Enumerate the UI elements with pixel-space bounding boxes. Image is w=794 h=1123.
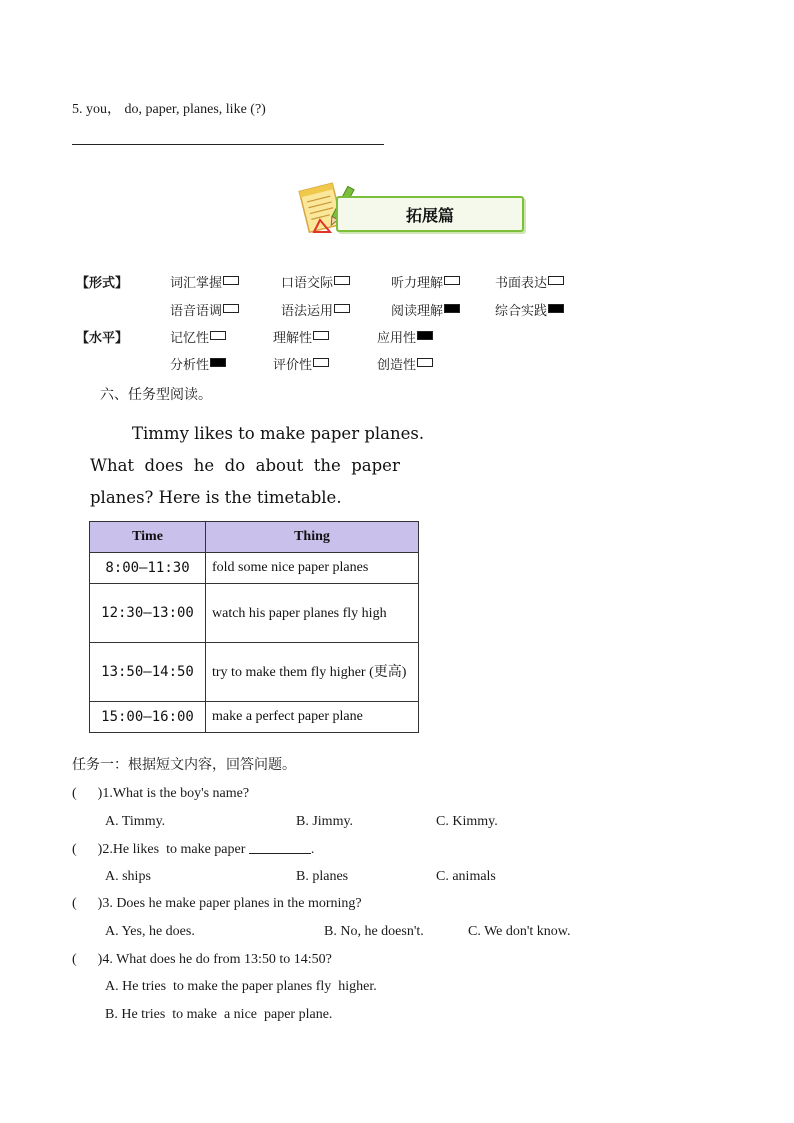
level-checkbox[interactable] — [313, 358, 329, 367]
level-option-evaluation: 评价性 — [273, 354, 329, 373]
level-checkbox[interactable] — [210, 331, 226, 340]
q3-option-b[interactable]: B. No, he doesn't. — [324, 924, 424, 939]
question-1: ( )1.What is the boy's name? — [72, 786, 250, 801]
q1-option-a[interactable]: A. Timmy. — [105, 814, 166, 829]
form-option-speaking: 口语交际 — [281, 272, 350, 291]
question-2-stem: ( )2.He likes to make paper — [72, 842, 246, 857]
thing-cell: make a perfect paper plane — [206, 702, 419, 733]
table-row — [90, 553, 419, 584]
time-cell: 12:30—13:00 — [90, 584, 206, 643]
level-option-analysis: 分析性 — [170, 354, 226, 373]
header-time: Time — [90, 522, 206, 553]
level-option-application: 应用性 — [377, 327, 433, 346]
table-row — [90, 643, 419, 702]
form-checkbox-checked[interactable] — [548, 304, 564, 313]
form-checkbox[interactable] — [548, 276, 564, 285]
thing-cell: fold some nice paper planes — [206, 553, 419, 584]
form-checkbox-checked[interactable] — [444, 304, 460, 313]
q4-option-a[interactable]: A. He tries to make the paper planes fly higher. — [105, 979, 377, 994]
header-thing: Thing — [206, 522, 419, 553]
passage-line-1: Timmy likes to make paper planes. — [132, 424, 425, 443]
form-checkbox[interactable] — [223, 304, 239, 313]
timetable — [89, 521, 419, 733]
form-option-listening: 听力理解 — [391, 272, 460, 291]
level-checkbox-checked[interactable] — [210, 358, 226, 367]
q3-option-a[interactable]: A. Yes, he does. — [105, 924, 195, 939]
form-checkbox[interactable] — [334, 276, 350, 285]
level-label: 【水平】 — [76, 331, 129, 346]
form-option-pronunciation: 语音语调 — [170, 300, 239, 319]
passage-line-2: What does he do about the paper — [90, 456, 400, 475]
banner-title: 拓展篇 — [405, 206, 454, 225]
form-option-writing: 书面表达 — [495, 272, 564, 291]
time-cell: 8:00—11:30 — [90, 553, 206, 584]
level-checkbox-checked[interactable] — [417, 331, 433, 340]
thing-cell: try to make them fly higher (更高) — [206, 643, 419, 702]
q1-option-c[interactable]: C. Kimmy. — [436, 814, 498, 829]
question-5-prompt: 5. you， do, paper, planes, like (?) — [72, 102, 266, 117]
q2-option-a[interactable]: A. ships — [105, 869, 151, 884]
form-option-vocabulary: 词汇掌握 — [170, 272, 239, 291]
level-checkbox[interactable] — [313, 331, 329, 340]
answer-line — [72, 144, 384, 145]
section-banner — [298, 180, 524, 236]
form-checkbox[interactable] — [223, 276, 239, 285]
level-option-memory: 记忆性 — [170, 327, 226, 346]
section-six-title: 六、任务型阅读。 — [100, 387, 212, 403]
q2-option-c[interactable]: C. animals — [436, 869, 496, 884]
form-option-practice: 综合实践 — [495, 300, 564, 319]
form-option-reading: 阅读理解 — [391, 300, 460, 319]
q2-option-b[interactable]: B. planes — [296, 869, 349, 884]
question-4: ( )4. What does he do from 13:50 to 14:50? — [72, 952, 332, 967]
question-2 — [72, 841, 314, 858]
question-2-end: . — [310, 842, 315, 857]
level-checkbox[interactable] — [417, 358, 433, 367]
level-option-comprehension: 理解性 — [273, 327, 329, 346]
q3-option-c[interactable]: C. We don't know. — [468, 924, 571, 939]
timetable-header-row — [90, 522, 419, 553]
answer-blank[interactable] — [249, 841, 311, 854]
banner-box — [336, 196, 524, 232]
form-option-grammar: 语法运用 — [281, 300, 350, 319]
question-3: ( )3. Does he make paper planes in the morning? — [72, 896, 362, 911]
level-option-creation: 创造性 — [377, 354, 433, 373]
thing-cell: watch his paper planes fly high — [206, 584, 419, 643]
q4-option-b[interactable]: B. He tries to make a nice paper plane. — [105, 1007, 333, 1022]
passage-line-3: planes? Here is the timetable. — [90, 488, 342, 507]
q1-option-b[interactable]: B. Jimmy. — [296, 814, 354, 829]
time-cell: 15:00—16:00 — [90, 702, 206, 733]
form-label: 【形式】 — [76, 276, 129, 291]
form-checkbox[interactable] — [444, 276, 460, 285]
form-checkbox[interactable] — [334, 304, 350, 313]
time-cell: 13:50—14:50 — [90, 643, 206, 702]
task-one-title: 任务一：根据短文内容，回答问题。 — [72, 757, 296, 773]
table-row — [90, 702, 419, 733]
table-row — [90, 584, 419, 643]
